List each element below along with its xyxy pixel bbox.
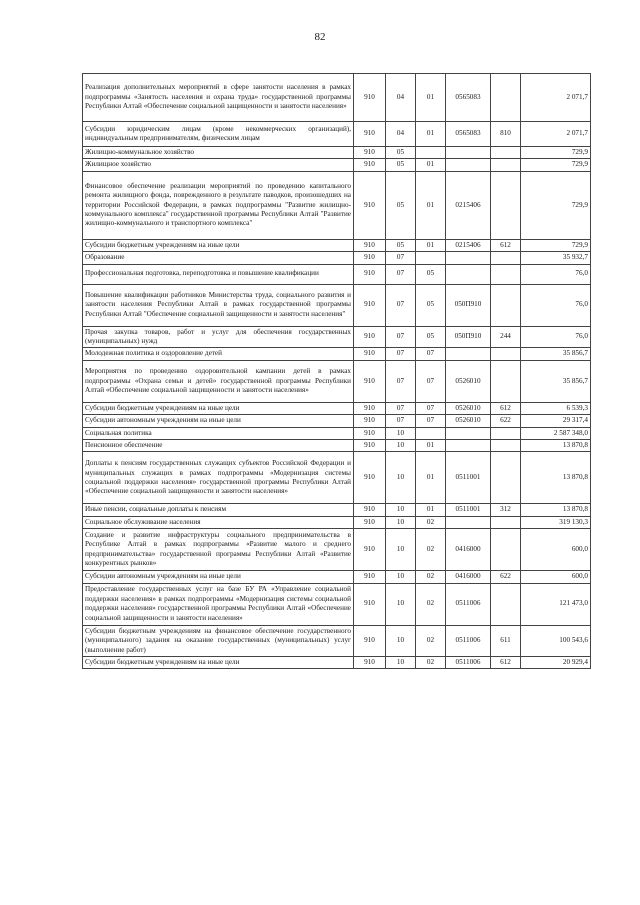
row-gr-code: 910 bbox=[354, 74, 386, 122]
row-gr-code: 910 bbox=[354, 583, 386, 625]
row-target-item-code: 0215406 bbox=[446, 171, 491, 239]
row-target-item-code: 0215406 bbox=[446, 239, 491, 251]
row-name: Предоставление государственных услуг на базе БУ РА «Управление социальной поддержки населения» в рамках подпрограммы «Модернизация системы социальной поддержки населения» государственной программы Республики Алтай «Обеспечение социальной защищенности и занятости населения» bbox=[83, 583, 354, 625]
table-row bbox=[83, 625, 591, 656]
row-section-code: 10 bbox=[386, 571, 416, 583]
row-expense-type-code: 312 bbox=[491, 504, 521, 516]
row-name: Жилищно-коммунальное хозяйство bbox=[83, 147, 354, 159]
table-row bbox=[83, 529, 591, 571]
row-subsection-code: 02 bbox=[416, 625, 446, 656]
row-section-code: 05 bbox=[386, 171, 416, 239]
row-subsection-code: 05 bbox=[416, 284, 446, 326]
row-gr-code: 910 bbox=[354, 122, 386, 147]
row-section-code: 05 bbox=[386, 239, 416, 251]
row-expense-type-code: 810 bbox=[491, 122, 521, 147]
row-gr-code: 910 bbox=[354, 452, 386, 504]
row-section-code: 10 bbox=[386, 452, 416, 504]
budget-table bbox=[82, 73, 591, 669]
row-target-item-code bbox=[446, 427, 491, 439]
row-gr-code: 910 bbox=[354, 284, 386, 326]
row-expense-type-code bbox=[491, 440, 521, 452]
row-subsection-code: 01 bbox=[416, 239, 446, 251]
row-target-item-code: 0565083 bbox=[446, 74, 491, 122]
table-row bbox=[83, 504, 591, 516]
row-name: Создание и развитие инфраструктуры социального предпринимательства в Республике Алтай в рамках подпрограммы «Развитие малого и среднего предпринимательства» государственной программы Республики Алтай «Развитие конкурентных рынков» bbox=[83, 529, 354, 571]
row-name: Социальная политика bbox=[83, 427, 354, 439]
row-amount: 729,9 bbox=[521, 239, 591, 251]
table-row bbox=[83, 171, 591, 239]
table-row bbox=[83, 147, 591, 159]
table-row bbox=[83, 239, 591, 251]
row-amount: 2 071,7 bbox=[521, 122, 591, 147]
table-row bbox=[83, 348, 591, 360]
row-gr-code: 910 bbox=[354, 326, 386, 348]
row-target-item-code: 0511006 bbox=[446, 625, 491, 656]
row-subsection-code: 07 bbox=[416, 402, 446, 414]
row-gr-code: 910 bbox=[354, 264, 386, 284]
row-subsection-code: 02 bbox=[416, 516, 446, 528]
row-name: Иные пенсии, социальные доплаты к пенсиям bbox=[83, 504, 354, 516]
row-amount: 600,0 bbox=[521, 529, 591, 571]
row-target-item-code: 0526010 bbox=[446, 360, 491, 402]
row-amount: 35 856,7 bbox=[521, 360, 591, 402]
row-name: Субсидии бюджетным учреждениям на иные цели bbox=[83, 239, 354, 251]
row-name: Субсидии автономным учреждениям на иные цели bbox=[83, 415, 354, 427]
row-target-item-code: 0526010 bbox=[446, 402, 491, 414]
row-name: Мероприятия по проведению оздоровительной кампании детей в рамках подпрограммы «Охрана семьи и детей» государственной программы Республики Алтай «Обеспечение социальной защищенности и занятости населения» bbox=[83, 360, 354, 402]
row-target-item-code: 0416000 bbox=[446, 529, 491, 571]
row-expense-type-code bbox=[491, 171, 521, 239]
row-target-item-code bbox=[446, 516, 491, 528]
row-amount: 6 539,3 bbox=[521, 402, 591, 414]
row-amount: 729,9 bbox=[521, 171, 591, 239]
row-gr-code: 910 bbox=[354, 529, 386, 571]
table-row bbox=[83, 252, 591, 264]
row-section-code: 10 bbox=[386, 516, 416, 528]
row-name: Субсидии бюджетным учреждениям на иные цели bbox=[83, 656, 354, 668]
row-target-item-code: 0526010 bbox=[446, 415, 491, 427]
row-amount: 35 856,7 bbox=[521, 348, 591, 360]
row-target-item-code bbox=[446, 252, 491, 264]
row-subsection-code: 01 bbox=[416, 171, 446, 239]
row-subsection-code bbox=[416, 427, 446, 439]
row-expense-type-code: 622 bbox=[491, 571, 521, 583]
row-gr-code: 910 bbox=[354, 415, 386, 427]
row-expense-type-code bbox=[491, 427, 521, 439]
row-gr-code: 910 bbox=[354, 625, 386, 656]
row-amount: 35 932,7 bbox=[521, 252, 591, 264]
row-name: Повышение квалификации работников Министерства труда, социального развития и занятости населения Республики Алтай в рамках государственной программы Республики Алтай "Обеспечение социальной защищенности и занятости населения" bbox=[83, 284, 354, 326]
row-gr-code: 910 bbox=[354, 348, 386, 360]
row-expense-type-code bbox=[491, 74, 521, 122]
table-row bbox=[83, 427, 591, 439]
table-row bbox=[83, 74, 591, 122]
row-target-item-code bbox=[446, 348, 491, 360]
row-name: Доплаты к пенсиям государственных служащих субъектов Российской Федерации и муниципальных служащих в рамках подпрограммы «Модернизация системы социальной поддержки населения» государственной программы Республики Алтай «Обеспечение социальной защищенности и занятости населения» bbox=[83, 452, 354, 504]
row-name: Субсидии бюджетным учреждениям на иные цели bbox=[83, 402, 354, 414]
row-target-item-code: 0416000 bbox=[446, 571, 491, 583]
table-row bbox=[83, 264, 591, 284]
row-subsection-code: 02 bbox=[416, 571, 446, 583]
table-row bbox=[83, 583, 591, 625]
row-name: Молодежная политика и оздоровление детей bbox=[83, 348, 354, 360]
row-expense-type-code bbox=[491, 516, 521, 528]
row-section-code: 04 bbox=[386, 74, 416, 122]
row-amount: 76,0 bbox=[521, 326, 591, 348]
row-name: Субсидии юридическим лицам (кроме некоммерческих организаций), индивидуальным предпринимателям, физическим лицам bbox=[83, 122, 354, 147]
row-name: Реализация дополнительных мероприятий в сфере занятости населения в рамках подпрограммы «Занятость населения и охрана труда» государственной программы Республики Алтай «Обеспечение социальной защищенности и занятости населения» bbox=[83, 74, 354, 122]
row-expense-type-code bbox=[491, 147, 521, 159]
row-amount: 600,0 bbox=[521, 571, 591, 583]
row-gr-code: 910 bbox=[354, 159, 386, 171]
row-gr-code: 910 bbox=[354, 440, 386, 452]
row-expense-type-code bbox=[491, 583, 521, 625]
row-subsection-code: 01 bbox=[416, 122, 446, 147]
row-amount: 319 130,3 bbox=[521, 516, 591, 528]
row-gr-code: 910 bbox=[354, 427, 386, 439]
table-row bbox=[83, 516, 591, 528]
row-gr-code: 910 bbox=[354, 402, 386, 414]
row-target-item-code: 050П910 bbox=[446, 326, 491, 348]
row-gr-code: 910 bbox=[354, 147, 386, 159]
row-expense-type-code bbox=[491, 264, 521, 284]
row-expense-type-code bbox=[491, 529, 521, 571]
row-subsection-code: 01 bbox=[416, 74, 446, 122]
row-expense-type-code bbox=[491, 284, 521, 326]
table-row bbox=[83, 440, 591, 452]
row-expense-type-code: 612 bbox=[491, 402, 521, 414]
row-name: Субсидии бюджетным учреждениям на финансовое обеспечение государственного (муниципального) задания на оказание государственных (муниципальных) услуг (выполнение работ) bbox=[83, 625, 354, 656]
row-amount: 76,0 bbox=[521, 284, 591, 326]
row-subsection-code: 01 bbox=[416, 159, 446, 171]
row-gr-code: 910 bbox=[354, 239, 386, 251]
row-subsection-code: 05 bbox=[416, 326, 446, 348]
row-section-code: 10 bbox=[386, 625, 416, 656]
row-gr-code: 910 bbox=[354, 504, 386, 516]
row-target-item-code bbox=[446, 440, 491, 452]
table-row bbox=[83, 284, 591, 326]
table-body bbox=[83, 74, 591, 669]
row-section-code: 04 bbox=[386, 122, 416, 147]
row-target-item-code bbox=[446, 147, 491, 159]
row-amount: 100 543,6 bbox=[521, 625, 591, 656]
row-target-item-code: 0511006 bbox=[446, 656, 491, 668]
row-amount: 13 870,8 bbox=[521, 504, 591, 516]
row-target-item-code: 0511001 bbox=[446, 452, 491, 504]
row-gr-code: 910 bbox=[354, 171, 386, 239]
row-amount: 20 929,4 bbox=[521, 656, 591, 668]
row-expense-type-code bbox=[491, 452, 521, 504]
row-section-code: 07 bbox=[386, 252, 416, 264]
row-target-item-code: 0511001 bbox=[446, 504, 491, 516]
row-subsection-code bbox=[416, 147, 446, 159]
row-expense-type-code bbox=[491, 348, 521, 360]
row-gr-code: 910 bbox=[354, 252, 386, 264]
row-gr-code: 910 bbox=[354, 656, 386, 668]
row-target-item-code: 0565083 bbox=[446, 122, 491, 147]
row-target-item-code: 0511006 bbox=[446, 583, 491, 625]
row-subsection-code: 02 bbox=[416, 583, 446, 625]
row-section-code: 07 bbox=[386, 415, 416, 427]
row-target-item-code bbox=[446, 264, 491, 284]
row-subsection-code: 05 bbox=[416, 264, 446, 284]
row-section-code: 10 bbox=[386, 440, 416, 452]
row-section-code: 07 bbox=[386, 402, 416, 414]
row-section-code: 07 bbox=[386, 284, 416, 326]
row-name: Профессиональная подготовка, переподготовка и повышение квалификации bbox=[83, 264, 354, 284]
row-subsection-code bbox=[416, 252, 446, 264]
row-subsection-code: 01 bbox=[416, 452, 446, 504]
row-amount: 29 317,4 bbox=[521, 415, 591, 427]
row-subsection-code: 02 bbox=[416, 656, 446, 668]
row-section-code: 10 bbox=[386, 583, 416, 625]
row-target-item-code: 050П910 bbox=[446, 284, 491, 326]
row-subsection-code: 01 bbox=[416, 504, 446, 516]
table-row bbox=[83, 452, 591, 504]
row-subsection-code: 07 bbox=[416, 415, 446, 427]
row-expense-type-code bbox=[491, 360, 521, 402]
row-subsection-code: 01 bbox=[416, 440, 446, 452]
row-section-code: 10 bbox=[386, 504, 416, 516]
row-section-code: 07 bbox=[386, 264, 416, 284]
table-row bbox=[83, 656, 591, 668]
row-expense-type-code bbox=[491, 159, 521, 171]
row-name: Субсидии автономным учреждениям на иные цели bbox=[83, 571, 354, 583]
row-gr-code: 910 bbox=[354, 360, 386, 402]
row-name: Жилищное хозяйство bbox=[83, 159, 354, 171]
row-section-code: 07 bbox=[386, 326, 416, 348]
row-expense-type-code: 612 bbox=[491, 656, 521, 668]
row-section-code: 07 bbox=[386, 360, 416, 402]
row-amount: 2 587 348,0 bbox=[521, 427, 591, 439]
row-subsection-code: 07 bbox=[416, 360, 446, 402]
table-row bbox=[83, 122, 591, 147]
table-row bbox=[83, 571, 591, 583]
row-name: Прочая закупка товаров, работ и услуг для обеспечения государственных (муниципальных) нужд bbox=[83, 326, 354, 348]
row-section-code: 05 bbox=[386, 147, 416, 159]
row-amount: 76,0 bbox=[521, 264, 591, 284]
row-section-code: 10 bbox=[386, 529, 416, 571]
row-section-code: 05 bbox=[386, 159, 416, 171]
row-expense-type-code bbox=[491, 252, 521, 264]
row-name: Пенсионное обеспечение bbox=[83, 440, 354, 452]
row-expense-type-code: 611 bbox=[491, 625, 521, 656]
table-row bbox=[83, 360, 591, 402]
row-amount: 13 870,8 bbox=[521, 440, 591, 452]
table-row bbox=[83, 402, 591, 414]
row-section-code: 10 bbox=[386, 656, 416, 668]
table-row bbox=[83, 415, 591, 427]
row-expense-type-code: 244 bbox=[491, 326, 521, 348]
row-gr-code: 910 bbox=[354, 571, 386, 583]
row-amount: 121 473,0 bbox=[521, 583, 591, 625]
row-amount: 729,9 bbox=[521, 147, 591, 159]
page-number: 82 bbox=[314, 31, 326, 43]
row-expense-type-code: 612 bbox=[491, 239, 521, 251]
row-gr-code: 910 bbox=[354, 516, 386, 528]
row-name: Социальное обслуживание населения bbox=[83, 516, 354, 528]
row-expense-type-code: 622 bbox=[491, 415, 521, 427]
row-amount: 729,9 bbox=[521, 159, 591, 171]
row-subsection-code: 02 bbox=[416, 529, 446, 571]
row-section-code: 07 bbox=[386, 348, 416, 360]
row-amount: 13 870,8 bbox=[521, 452, 591, 504]
table-row bbox=[83, 159, 591, 171]
row-target-item-code bbox=[446, 159, 491, 171]
row-name: Финансовое обеспечение реализации мероприятий по проведению капитального ремонта жилищного фонда, поврежденного в результате паводков, произошедших на территории Российской Федерации, в рамках подпрограммы "Развитие жилищно-коммунального комплекса" государственной программы Республики Алтай "Развитие жилищно-коммунального и транспортного комплекса" bbox=[83, 171, 354, 239]
row-subsection-code: 07 bbox=[416, 348, 446, 360]
row-section-code: 10 bbox=[386, 427, 416, 439]
table-row bbox=[83, 326, 591, 348]
row-amount: 2 071,7 bbox=[521, 74, 591, 122]
row-name: Образование bbox=[83, 252, 354, 264]
